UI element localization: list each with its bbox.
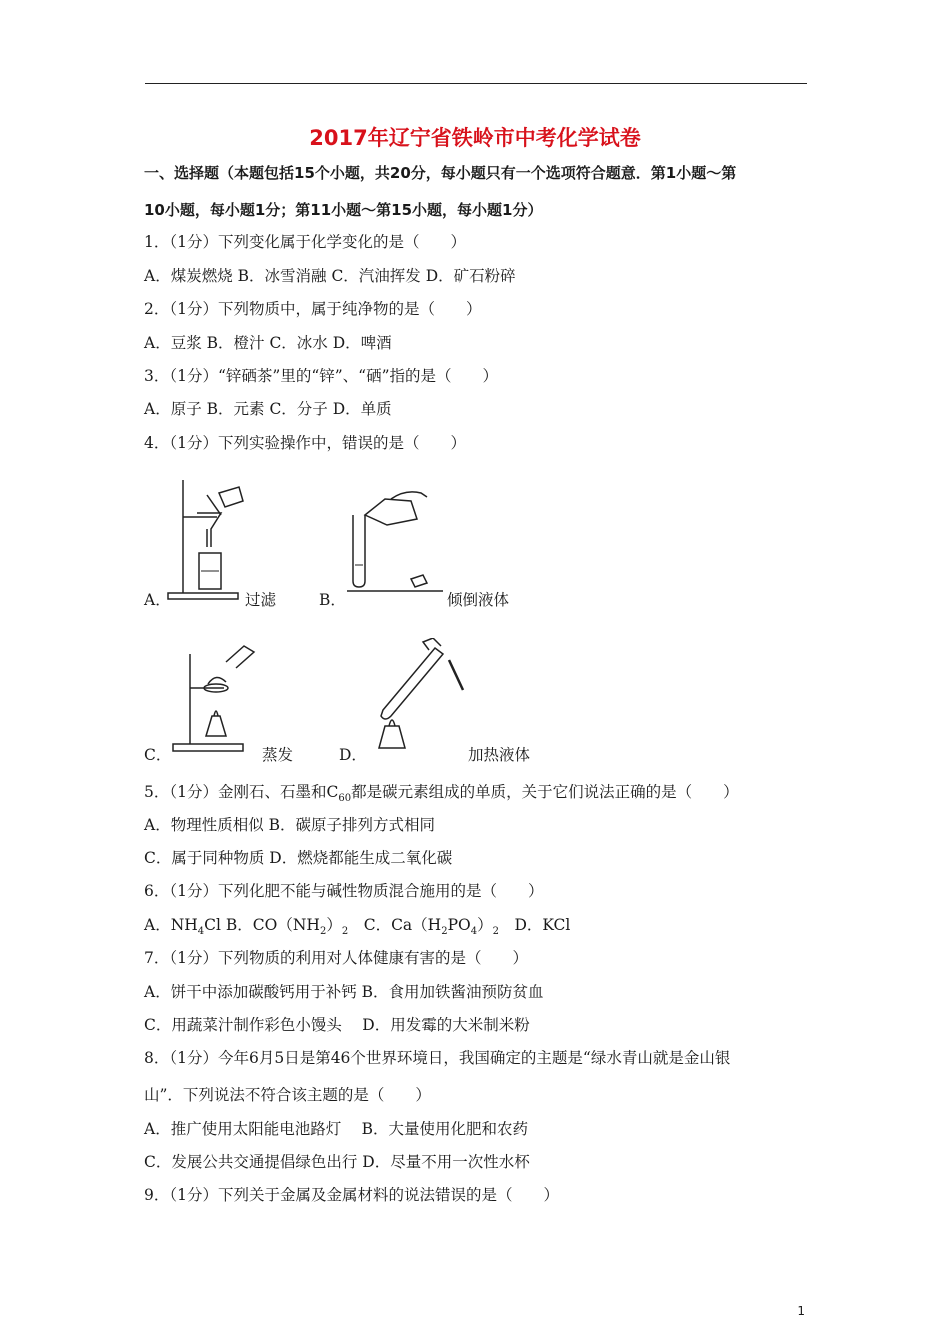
q7-stem: 7．（1分）下列物质的利用对人体健康有害的是（ ） — [144, 949, 528, 967]
q2-options: A．豆浆 B．橙汁 C．冰水 D．啤酒 — [144, 334, 392, 352]
q4-option-d-letter: D． — [339, 746, 367, 764]
heating-liquid-figure — [365, 638, 470, 756]
page-title: 2017年辽宁省铁岭市中考化学试卷 — [309, 126, 641, 150]
q4-option-b-letter: B． — [319, 591, 346, 609]
q4-option-c-text: 蒸发 — [262, 746, 294, 764]
q4-option-c-letter: C． — [144, 746, 172, 764]
section-heading-line1: 一、选择题（本题包括15个小题，共20分，每小题只有一个选项符合题意．第1小题～第 — [144, 164, 737, 182]
q7-options-line2: C．用蔬菜汁制作彩色小馒头 D．用发霉的大米制米粉 — [144, 1016, 530, 1034]
q8-options-line1: A．推广使用太阳能电池路灯 B．大量使用化肥和农药 — [144, 1120, 529, 1138]
q6-stem: 6．（1分）下列化肥不能与碱性物质混合施用的是（ ） — [144, 882, 544, 900]
q4-option-a-letter: A． — [144, 591, 171, 609]
q8-stem-line1: 8．（1分）今年6月5日是第46个世界环境日，我国确定的主题是“绿水青山就是金山银 — [144, 1049, 731, 1067]
filtration-figure — [165, 475, 255, 605]
q4-option-d-text: 加热液体 — [468, 746, 531, 764]
q9-stem: 9．（1分）下列关于金属及金属材料的说法错误的是（ ） — [144, 1186, 559, 1204]
q4-option-a-text: 过滤 — [245, 591, 277, 609]
q6-options: A．$NH_4Cl$ B．$CO(NH_2)_2$ C．$Ca(H_2PO_4)_2$ D．KCl — [144, 916, 571, 938]
q1-options: A．煤炭燃烧 B．冰雪消融 C．汽油挥发 D．矿石粉碎 — [144, 267, 516, 285]
q7-options-line1: A．饼干中添加碳酸钙用于补钙 B．食用加铁酱油预防贫血 — [144, 983, 544, 1001]
q5-options-line1: A．物理性质相似 B．碳原子排列方式相同 — [144, 816, 436, 834]
pouring-liquid-figure — [345, 485, 445, 600]
q3-stem: 3．（1分）“锌硒茶”里的“锌”、“硒”指的是（ ） — [144, 367, 499, 385]
q8-options-line2: C．发展公共交通提倡绿色出行 D．尽量不用一次性水杯 — [144, 1153, 530, 1171]
q4-stem: 4．（1分）下列实验操作中，错误的是（ ） — [144, 434, 466, 452]
header-rule — [145, 83, 807, 84]
q4-option-b-text: 倾倒液体 — [447, 591, 510, 609]
page-number: 1 — [797, 1304, 805, 1318]
q2-stem: 2．（1分）下列物质中，属于纯净物的是（ ） — [144, 300, 482, 318]
q8-stem-line2: 山”．下列说法不符合该主题的是（ ） — [144, 1086, 431, 1104]
evaporation-figure — [170, 632, 265, 757]
q1-stem: 1．（1分）下列变化属于化学变化的是（ ） — [144, 233, 466, 251]
q5-stem: 5．（1分）金刚石、石墨和$C_{60}$都是碳元素组成的单质，关于它们说法正确的是（ ） — [144, 783, 739, 805]
q3-options: A．原子 B．元素 C．分子 D．单质 — [144, 400, 392, 418]
q5-options-line2: C．属于同种物质 D．燃烧都能生成二氧化碳 — [144, 849, 453, 867]
section-heading-line2: 10小题，每小题1分；第11小题～第15小题，每小题1分） — [144, 201, 543, 219]
